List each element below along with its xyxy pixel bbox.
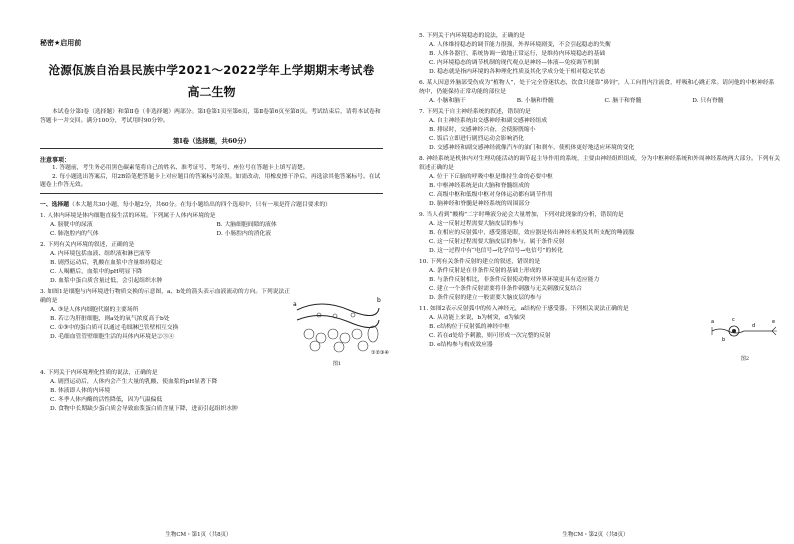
option: D. 食物中长期缺少蛋白质会导致血浆蛋白质含量下降，进而引起组织水肿 bbox=[50, 405, 238, 412]
option: B. 与条件反射相比，非条件反射使动物对外界环境更具有适应能力 bbox=[429, 277, 600, 283]
option: B. 在相应的反射弧中，感受器是眼，效应器是传出神经末梢及其所支配的唾液腺 bbox=[429, 230, 635, 236]
option: A. 从功能上来说，b为树突，d为轴突 bbox=[429, 315, 526, 321]
question-10 bbox=[419, 258, 780, 303]
option: B. 体液即人体的内环境 bbox=[50, 387, 111, 394]
exam-intro: 本试卷分第Ⅰ卷（选择题）和第Ⅱ卷（非选择题）两部分。第Ⅰ卷第1页至第6页，第Ⅱ卷第6页至第8页。考试结束后，请将本试卷和答题卡一并交回。满分100分，考试用时90分钟。 bbox=[40, 109, 381, 124]
divider bbox=[40, 193, 383, 194]
option: C. 人喝醋后，血浆中的pH明显下降 bbox=[50, 268, 143, 275]
question-1 bbox=[40, 212, 383, 239]
question-stem: 6. 某人因意外脑部受伤成为“植物人”，处于完全昏迷状态，饮食只能靠“鼻饲”，人工向胃内注流食，呼吸和心跳正常。请问他的中枢神经系统中，仍能保持正常功能的部位是 bbox=[419, 80, 775, 95]
question-2 bbox=[40, 241, 383, 286]
option: B. 大脑细胞间隙的液体 bbox=[216, 221, 277, 228]
part-label: 一、选择题 bbox=[40, 201, 69, 208]
option: A. 膀胱中的尿液 bbox=[50, 221, 93, 228]
option: A. 自主神经系统由交感神经和副交感神经组成 bbox=[429, 118, 548, 124]
question-stem: 10. 下列有关条件反射的建立的叙述，错误的是 bbox=[419, 259, 541, 265]
question-9 bbox=[419, 211, 780, 256]
part-heading bbox=[40, 201, 383, 210]
figure-caption: 图1 bbox=[332, 360, 342, 367]
neuron-diagram bbox=[710, 311, 780, 351]
option: C. 脑干和脊髓 bbox=[604, 98, 642, 104]
divider bbox=[40, 148, 383, 149]
option: D. 条件反射的建立一般需要大脑皮层的参与 bbox=[429, 295, 542, 301]
option: D. e结构参与构成效应器 bbox=[429, 342, 493, 348]
question-stem: 2. 下列有关内环境的叙述，正确的是 bbox=[40, 241, 135, 248]
option: D. 交感神经和副交感神经就像汽车的油门和刹车，使机体更好地适应环境的变化 bbox=[429, 145, 635, 151]
svg-text:①②③④: ①②③④ bbox=[371, 349, 389, 356]
option: C. 高级中枢和低级中枢对身体运动都有调节作用 bbox=[429, 192, 553, 198]
question-5 bbox=[419, 32, 780, 77]
option: B. 排尿时，交感神经兴奋，会使膀胱缩小 bbox=[429, 127, 536, 133]
option: C. ①③中的蛋白质可以通过毛细淋巴管壁相互交换 bbox=[50, 324, 179, 331]
question-6 bbox=[419, 79, 780, 106]
option: C. 内环境稳态的调节机制的现代观点是神经—体液—免疫调节机制 bbox=[429, 60, 600, 66]
option: B. 若②为肝脏细胞，则a处的氧气浓度高于b处 bbox=[50, 315, 170, 322]
option: D. 脑神经和脊髓是神经系统的周围部分 bbox=[429, 201, 530, 207]
question-stem: 11. 如图2表示反射弧中的传入神经元，a结构位于感受器。下列相关说法正确的是 bbox=[419, 306, 629, 312]
option: C. 冬季人体内酶的活性降低，因为气温偏低 bbox=[50, 396, 163, 403]
option: B. 人体各器官、系统协调一致地正常运行，是维持内环境稳态的基础 bbox=[429, 51, 606, 57]
option: D. 稳态就是指内环境的各种理化性质及其化学成分处于相对稳定状态 bbox=[429, 69, 606, 75]
option: C. 饭后立即进行剧烈运动会影响消化 bbox=[429, 136, 524, 142]
svg-text:a: a bbox=[711, 319, 715, 325]
svg-text:b: b bbox=[377, 296, 381, 304]
page-footer: 生物CM・第2页（共8页） bbox=[562, 532, 629, 538]
svg-text:b: b bbox=[722, 337, 726, 343]
question-stem: 7. 下列关于自主神经系统的叙述，错误的是 bbox=[419, 109, 531, 115]
question-stem: 3. 如图1是细胞与内环境进行物质交换的示意图，a、b处的箭头表示血液流动的方向。下列说法正确的是 bbox=[40, 288, 291, 304]
option: B. c结构位于反射弧的神经中枢 bbox=[429, 324, 510, 330]
question-11 bbox=[419, 303, 780, 362]
option: A. 人体维持稳态的调节能力很强，外界环境剧变，不会引起稳态的失衡 bbox=[429, 42, 611, 48]
note-item: 2. 每小题选出答案后，用2B铅笔把答题卡上对应题目的答案标号涂黑。如需改动，用橡皮擦干净后，再选涂其他答案标号。在试题卷上作答无效。 bbox=[40, 173, 381, 189]
question-7 bbox=[419, 108, 780, 153]
section-heading: 第Ⅰ卷（选择题，共60分） bbox=[172, 137, 251, 146]
option: C. 这一反射过程需要大脑皮层的参与，属于条件反射 bbox=[429, 239, 565, 245]
option: A. 内环境包括血液、组织液和淋巴液等 bbox=[50, 250, 151, 257]
option: D. 血浆中蛋白质含量过低，会引起组织水肿 bbox=[50, 277, 163, 284]
svg-text:a: a bbox=[293, 300, 297, 308]
option: D. 小肠腔内的消化液 bbox=[216, 230, 272, 237]
part-text: （本大题共30小题，每小题2分，共60分。在每小题给出的四个选项中，只有一项是符合题目要求的） bbox=[69, 201, 331, 208]
option: B. 小脑和脊髓 bbox=[516, 98, 554, 104]
exam-title: 沧源佤族自治县民族中学2021～2022学年上学期期末考试卷 bbox=[48, 63, 375, 77]
question-3 bbox=[40, 286, 389, 367]
page-footer: 生物CM・第1页（共8页） bbox=[165, 532, 232, 538]
option: D. 只有脊髓 bbox=[692, 98, 724, 104]
option: B. 中枢神经系统是由大脑和脊髓组成的 bbox=[429, 183, 530, 189]
option: A. 这一反射过程需要大脑皮层的参与 bbox=[429, 221, 524, 227]
notes-heading: 注意事项： bbox=[40, 157, 71, 165]
question-stem: 5. 下列关于内环境稳态的说法，正确的是 bbox=[419, 33, 525, 39]
question-stem: 9. 当人看到“酸梅”二字时唾液分泌会大量增加，下列对此现象的分析，错误的是 bbox=[419, 212, 624, 218]
svg-text:e: e bbox=[772, 319, 776, 325]
question-8 bbox=[419, 155, 780, 209]
option: D. 这一过程中有“电信号→化学信号→电信号”的转化 bbox=[429, 248, 563, 254]
question-4 bbox=[40, 369, 383, 414]
exam-subject: 高二生物 bbox=[187, 85, 236, 99]
question-stem: 4. 下列关于内环境理化性质的说法，正确的是 bbox=[40, 369, 158, 376]
cell-exchange-diagram bbox=[291, 290, 389, 356]
option: A. 条件反射是在非条件反射的基础上形成的 bbox=[429, 268, 542, 274]
question-stem: 8. 神经系统是机体内对生理功能活动的调节起主导作用的系统，主要由神经组织组成，分为中枢神经系统和外周神经系统两大部分。下列有关叙述正确的是 bbox=[419, 156, 780, 171]
option: B. 剧烈运动后，乳酸在血浆中含量维持稳定 bbox=[50, 259, 163, 266]
question-stem: 1. 人体内环境是体内细胞直接生活的环境。下列属于人体内环境的是 bbox=[40, 212, 216, 219]
note-item: 1. 答题前，考生务必用黑色碳素笔将自己的姓名、准考证号、考场号、座位号在答题卡上填写清楚。 bbox=[52, 165, 309, 172]
option: D. 毛细血管管壁细胞生活的具体内环境是②③④ bbox=[50, 333, 175, 340]
option: A. ③是人体内细胞代谢的主要场所 bbox=[50, 306, 139, 313]
right-page bbox=[397, 0, 794, 544]
secret-label: 秘密★启用前 bbox=[40, 39, 82, 47]
option: A. 位于下丘脑的呼吸中枢是维持生命的必要中枢 bbox=[429, 174, 553, 180]
option: A. 小脑和脑干 bbox=[429, 98, 466, 104]
option: C. 若在d处给予刺激，则可形成一次完整的反射 bbox=[429, 333, 551, 339]
svg-text:d: d bbox=[752, 323, 756, 329]
option: A. 剧烈运动后，人体内会产生大量的乳酸，使血浆的pH显著下降 bbox=[50, 378, 218, 385]
svg-text:c: c bbox=[732, 317, 735, 323]
option: C. 肺泡腔内的气体 bbox=[50, 230, 99, 237]
figure-caption: 图2 bbox=[740, 356, 750, 362]
option: C. 建立一个条件反射需要将非条件刺激与无关刺激反复结合 bbox=[429, 286, 582, 292]
